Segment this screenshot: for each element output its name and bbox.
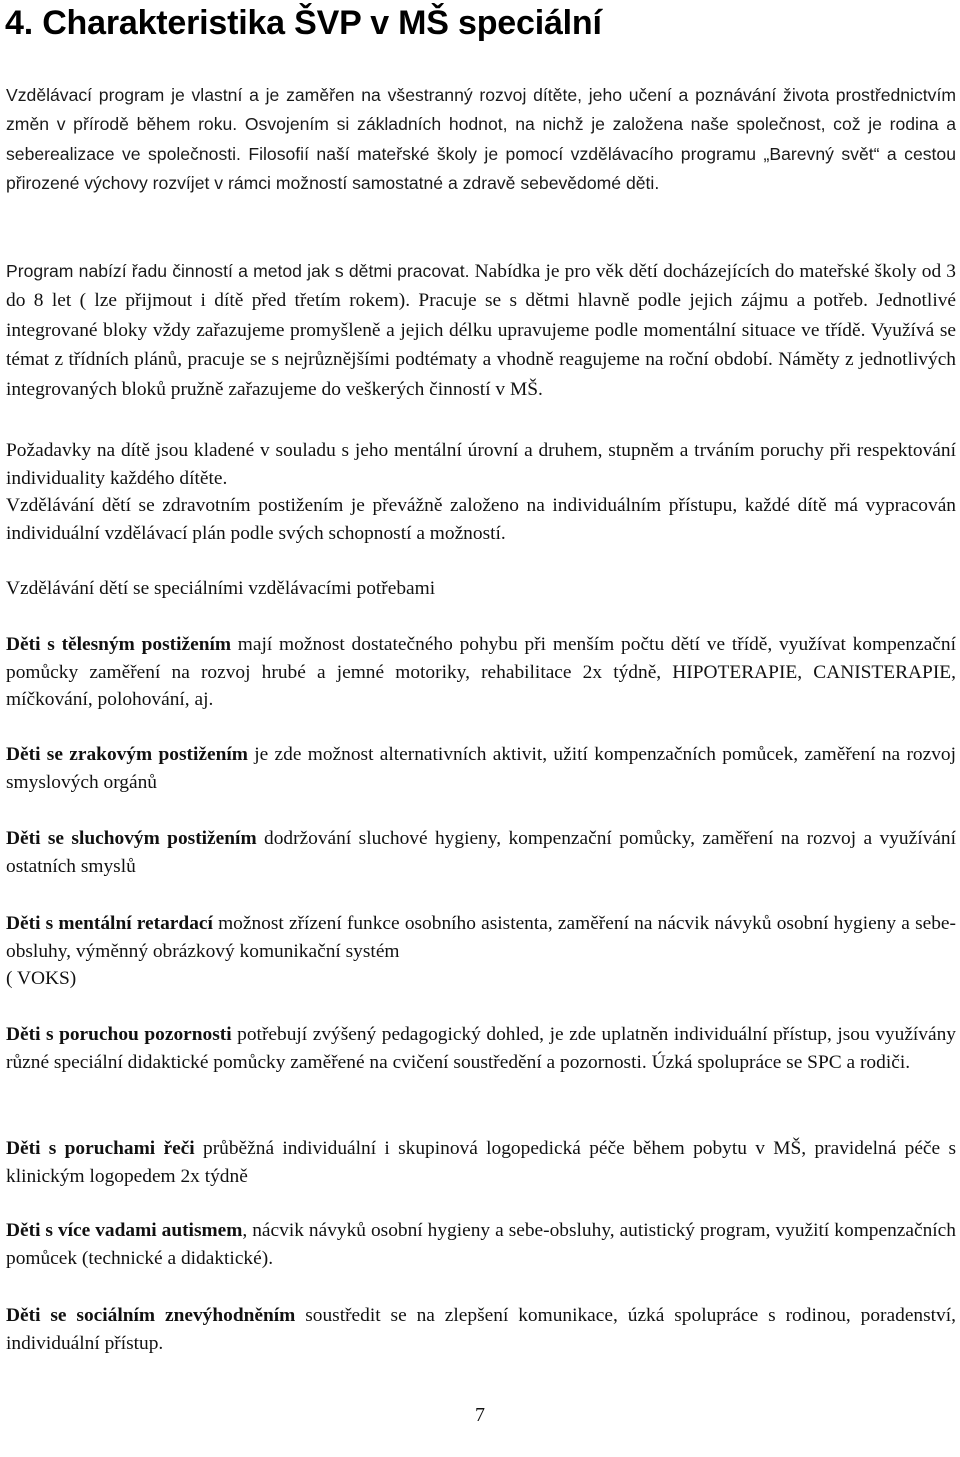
- group-text: , nácvik návyků osobní hygieny a sebe-obsluhy, autistický program, využití kompenzačních pomůcek (technické a didaktické).: [6, 1220, 956, 1269]
- group-mental: [6, 910, 956, 993]
- group-text: soustředit se na zlepšení komunikace, úzká spolupráce s rodinou, poradenství, individuální přístup.: [6, 1305, 956, 1354]
- special-needs-heading: Vzdělávání dětí se speciálními vzdělávacími potřebami: [6, 578, 436, 599]
- group-label: Děti se sociálním znevýhodněním: [6, 1305, 296, 1326]
- group-physical: [6, 631, 956, 714]
- intro-paragraph: Vzdělávací program je vlastní a je zaměřen na všestranný rozvoj dítěte, jeho učení a poznávání života prostřednictvím změn v přírodě během roku. Osvojením si základních hodnot, na nichž je založena naše společnost, což je rodina a seberealizace ve společnosti. Filosofií naší mateřské školy je pomocí vzdělávacího programu „Barevný svět“ a cestou přirozené výchovy rozvíjet v rámci možností samostatné a zdravě sebevědomé děti.: [6, 85, 956, 194]
- program-paragraph: [6, 257, 956, 404]
- group-label: Děti s tělesným postižením: [6, 634, 232, 655]
- group-text: dodržování sluchové hygieny, kompenzační pomůcky, zaměření na rozvoj a využívání ostatních smyslů: [6, 828, 956, 877]
- group-label: Děti s více vadami autismem: [6, 1220, 243, 1241]
- group-attention: [6, 1021, 956, 1076]
- page-number: 7: [475, 1404, 485, 1426]
- group-speech: [6, 1135, 956, 1190]
- group-text: potřebují zvýšený pedagogický dohled, je zde uplatněn individuální přístup, jsou využívány různé speciální didaktické pomůcky zaměřené na cvičení soustředění a pozornosti. Úzká spolupráce se SPC a rodiči.: [6, 1024, 956, 1073]
- group-text: mají možnost dostatečného pohybu při menším počtu dětí ve třídě, využívat kompenzační pomůcky zaměření na rozvoj hrubé a jemné motoriky, rehabilitace 2x týdně, HIPOTERAPIE, CANISTERAPIE, míčkování, polohování, aj.: [6, 634, 956, 711]
- program-sentence-sans: Program nabízí řadu činností a metod jak s dětmi pracovat.: [6, 261, 470, 281]
- group-multiple: [6, 1217, 956, 1272]
- group-label: Děti s mentální retardací: [6, 913, 213, 934]
- group-label: Děti se sluchovým postižením: [6, 828, 257, 849]
- group-text: průběžná individuální i skupinová logopedická péče během pobytu v MŠ, pravidelná péče s klinickým logopedem 2x týdně: [6, 1138, 957, 1187]
- group-label: Děti s poruchou pozornosti: [6, 1024, 232, 1045]
- group-hearing: [6, 825, 956, 880]
- program-sentence-blocks: Pracuje se s dětmi hlavně podle jejich zájmu a potřeb. Jednotlivé integrované bloky vždy zařazujeme promyšleně a jejich délku upravujeme podle momentální situace ve třídě. Využívá se témat z třídních plánů, pracuje se s nejrůznějšími podtématy a vhodně reagujeme na roční období. Náměty z jednotlivých integrovaných bloků pružně zařazujeme do veškerých činností v MŠ.: [6, 290, 957, 400]
- program-sentence-age: Nabídka je pro věk dětí docházejících do mateřské školy od 3 do 8 let ( lze přijmout i dítě před třetím rokem).: [6, 261, 957, 312]
- group-text: je zde možnost alternativních aktivit, užití kompenzačních pomůcek, zaměření na rozvoj smyslových orgánů: [6, 744, 956, 793]
- health-education-paragraph: Vzdělávání dětí se zdravotním postižením je převážně založeno na individuálním přístupu, každé dítě má vypracován individuální vzdělávací plán podle svých schopností a možností.: [6, 495, 956, 544]
- group-label: Děti se zrakovým postižením: [6, 744, 248, 765]
- page-title: 4. Charakteristika ŠVP v MŠ speciální: [5, 4, 602, 42]
- group-social: [6, 1302, 956, 1357]
- group-label: Děti s poruchami řeči: [6, 1138, 195, 1159]
- group-text: možnost zřízení funkce osobního asistenta, zaměření na nácvik návyků osobní hygieny a sebe-obsluhy, výměnný obrázkový komunikační systém ( VOKS): [6, 913, 956, 990]
- requirements-paragraph: Požadavky na dítě jsou kladené v souladu s jeho mentální úrovní a druhem, stupněm a trváním poruchy při respektování individuality každého dítěte.: [6, 440, 956, 489]
- group-visual: [6, 741, 956, 796]
